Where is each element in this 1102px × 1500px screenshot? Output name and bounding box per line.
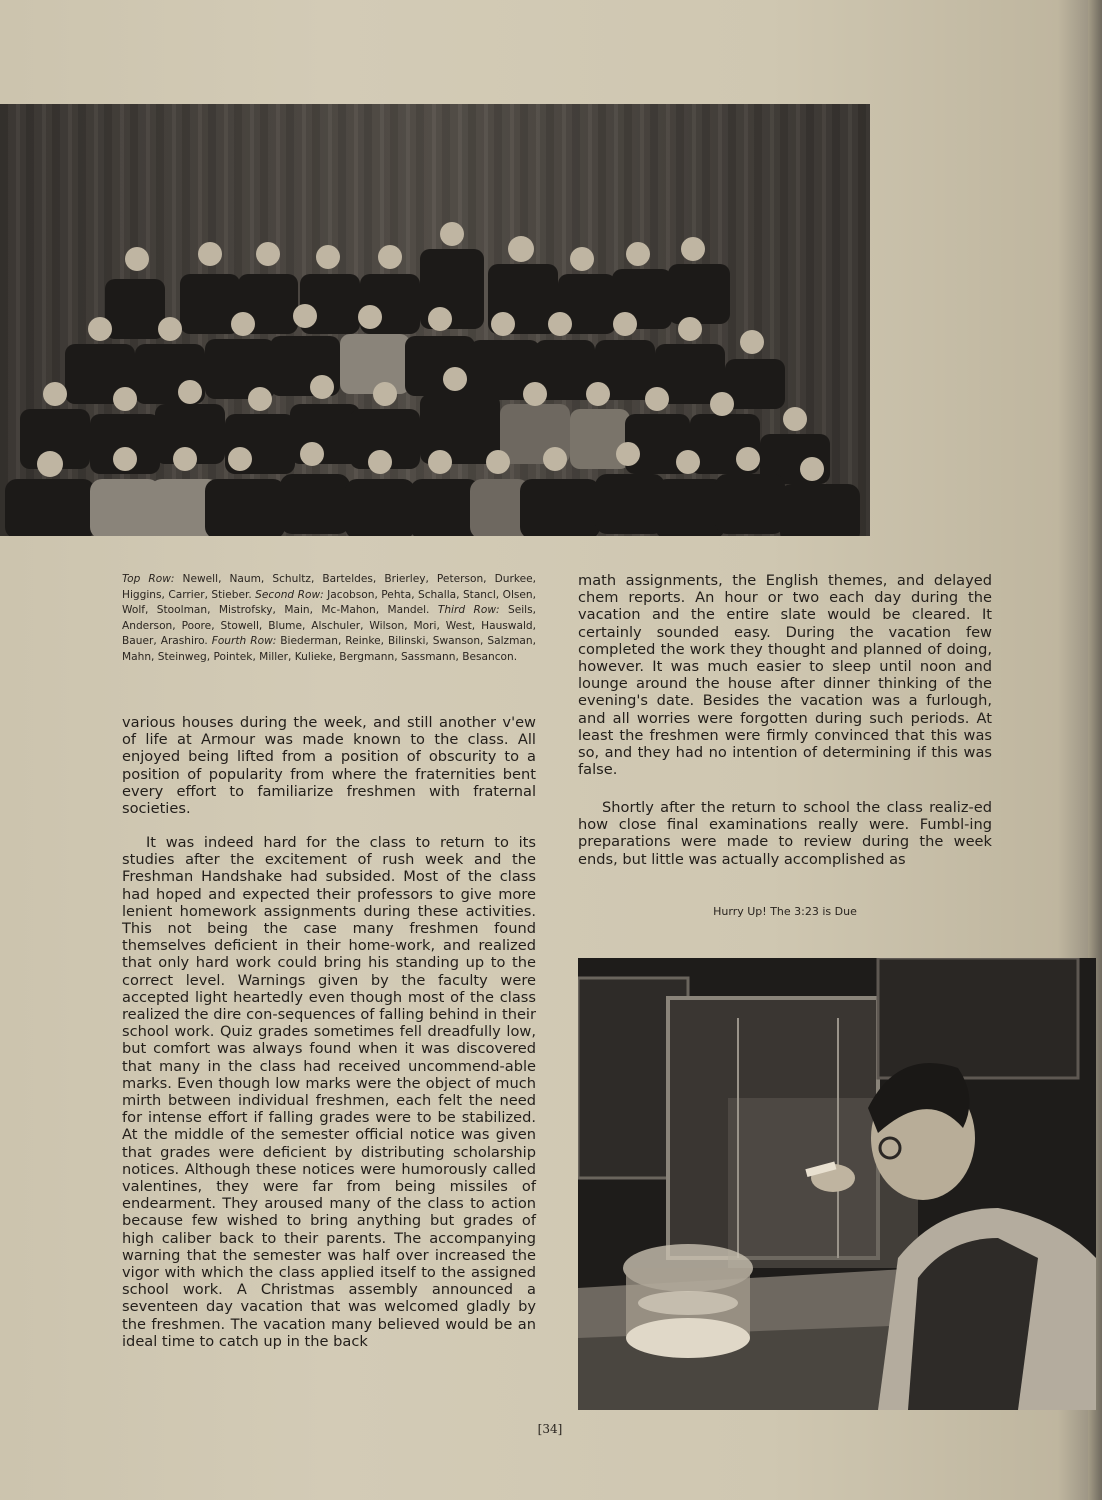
left-paragraph-1: various houses during the week, and still another v'ew of life at Armour was made known to the class. All enjoyed being lifted from a position of obscurity to a position of popularity from where the fraternities bent every effort to familiarize freshmen with fraternal societies. <box>122 714 536 818</box>
page-number: [34] <box>537 1422 563 1436</box>
top-row-label: Top Row: <box>122 573 175 585</box>
lab-photo <box>578 958 1096 1410</box>
top-row-names: Newell, Naum, Schultz, Barteldes, Brierley, Peterson, Durkee, Higgins, Carrier, Stieber. <box>122 573 536 601</box>
right-paragraph-1: math assignments, the English themes, and delayed chem reports. An hour or two each day during the vacation and the entire slate would be cleared. It certainly sounded easy. During the vacation few completed the work they thought and planned of doing, however. It was much easier to sleep until noon and lounge around the house after dinner thinking of the evening's date. Besides the vacation was a furlough, and all worries were forgotten during such periods. At least the freshmen were firmly convinced that this was so, and they had no intention of determining if this was false. <box>578 572 992 779</box>
fourth-row-label: Fourth Row: <box>211 635 277 648</box>
right-paragraph-2: Shortly after the return to school the class realiz-ed how close final examinations really were. Fumbl-ing preparations were made to review during the week ends, but little was actually accomplished as <box>578 799 992 868</box>
second-row-names: Jacobson, Pehta, Schalla, Stancl, Olsen, Wolf, Stoolman, Mistrofsky, Main, Mc-Mahon, Mandel. <box>122 588 537 617</box>
left-paragraph-2: It was indeed hard for the class to return to its studies after the excitement of rush week and the Freshman Handshake had subsided. Most of the class had hoped and expected their professors to give more lenient homework assignments during these activities. This not being the case many freshmen found themselves deficient in their home-work, and realized that only hard work could bring his standing up to the correct level. Warnings given by the faculty were accepted light heartedly even though most of the class realized the dire con-sequences of falling behind in their school work. Quiz grades sometimes fell dreadfully low, but comfort was always found when it was discovered that many in the class had received uncommend-able marks. Even though low marks were the object of much mirth between individual freshmen, each felt the need for intense effort if falling grades were to be stabilized. At the middle of the semester official notice was given that grades were deficient by distributing scholarship notices. Although these notices were humorously called valentines, they were far from being missiles of endearment. They aroused many of the class to action because few wished to bring anything but grades of high caliber back to their parents. The accompanying warning that the semester was half over increased the vigor with which the class applied itself to the assigned school work. A Christmas assembly announced a seventeen day vacation that was welcomed gladly by the freshmen. The vacation many believed would be an ideal time to catch up in the back <box>122 834 536 1350</box>
group-photo-illustration <box>0 104 870 536</box>
lab-photo-illustration <box>578 958 1096 1410</box>
group-photo-caption <box>122 572 536 666</box>
fourth-row-names: Biederman, Reinke, Bilinski, Swanson, Salzman, Mahn, Steinweg, Pointek, Miller, Kulieke, Bergmann, Sassmann, Besancon. <box>122 635 536 663</box>
third-row-names: Seils, Anderson, Poore, Stowell, Blume, Alschuler, Wilson, Mori, West, Hauswald, Bauer, Arashiro. <box>122 604 537 648</box>
second-row-label: Second Row: <box>255 588 324 601</box>
lab-photo-caption: Hurry Up! The 3:23 is Due <box>713 905 857 918</box>
third-row-label: Third Row: <box>437 604 500 617</box>
group-photo <box>0 104 870 536</box>
